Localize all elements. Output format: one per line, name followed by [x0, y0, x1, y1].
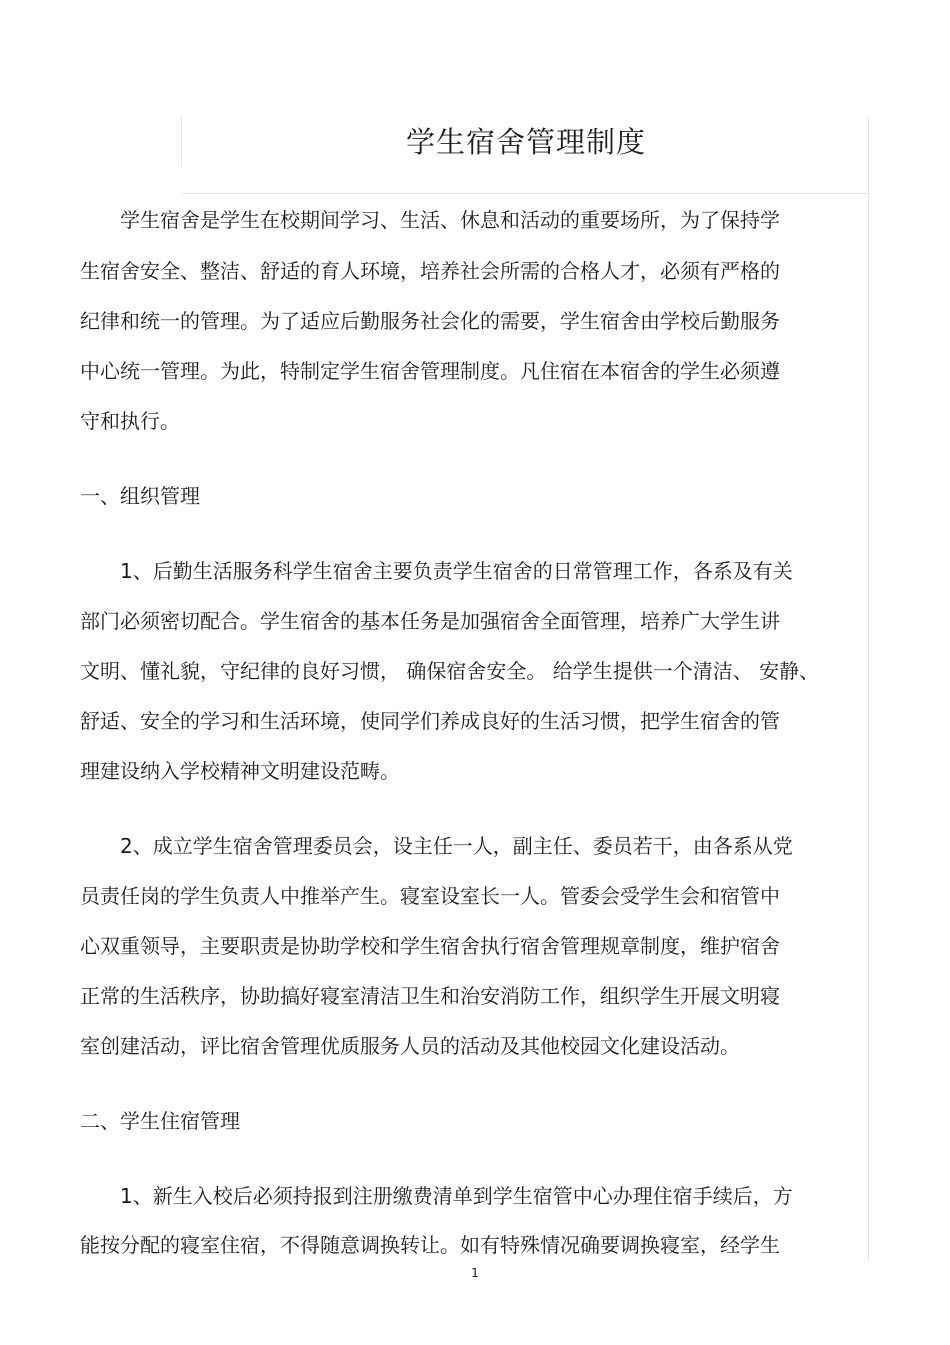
- page-title: 学生宿舍管理制度: [405, 125, 646, 159]
- section-heading: 一、组织管理: [80, 484, 200, 508]
- intro-line: 守和执行。: [80, 409, 180, 433]
- paragraph-line: 室创建活动，评比宿舍管理优质服务人员的活动及其他校园文化建设活动。: [80, 1034, 740, 1058]
- paragraph-line: 舒适、安全的学习和生活环境，使同学们养成良好的生活习惯，把学生宿舍的管: [80, 709, 780, 733]
- frame-line-right: [868, 117, 869, 1262]
- frame-line-divider: [182, 193, 869, 194]
- paragraph-line: 2、成立学生宿舍管理委员会，设主任一人，副主任、委员若干，由各系从党: [120, 834, 793, 858]
- section-heading: 二、学生住宿管理: [80, 1109, 240, 1133]
- paragraph-line: 1、后勤生活服务科学生宿舍主要负责学生宿舍的日常管理工作，各系及有关: [120, 559, 793, 583]
- paragraph-line: 员责任岗的学生负责人中推举产生。寝室设室长一人。管委会受学生会和宿管中: [80, 884, 780, 908]
- paragraph-line: 心双重领导，主要职责是协助学校和学生宿舍执行宿舍管理规章制度，维护宿舍: [80, 934, 780, 958]
- intro-line: 纪律和统一的管理。为了适应后勤服务社会化的需要，学生宿舍由学校后勤服务: [80, 309, 780, 333]
- paragraph-line: 能按分配的寝室住宿，不得随意调换转让。如有特殊情况确要调换寝室，经学生: [80, 1233, 780, 1257]
- paragraph-line: 1、新生入校后必须持报到注册缴费清单到学生宿管中心办理住宿手续后，方: [120, 1184, 793, 1208]
- paragraph-line: 理建设纳入学校精神文明建设范畴。: [80, 759, 400, 783]
- paragraph-line: 正常的生活秩序，协助搞好寝室清洁卫生和治安消防工作，组织学生开展文明寝: [80, 984, 780, 1008]
- paragraph-line: 文明、懂礼貌，守纪律的良好习惯， 确保宿舍安全。 给学生提供一个清洁、 安静、: [80, 659, 820, 683]
- intro-line: 生宿舍安全、整洁、舒适的育人环境，培养社会所需的合格人才，必须有严格的: [80, 259, 780, 283]
- intro-line: 中心统一管理。为此，特制定学生宿舍管理制度。凡住宿在本宿舍的学生必须遵: [80, 359, 780, 383]
- page-number: 1: [471, 1266, 479, 1280]
- intro-line: 学生宿舍是学生在校期间学习、生活、休息和活动的重要场所，为了保持学: [120, 208, 780, 232]
- paragraph-line: 部门必须密切配合。学生宿舍的基本任务是加强宿舍全面管理，培养广大学生讲: [80, 609, 780, 633]
